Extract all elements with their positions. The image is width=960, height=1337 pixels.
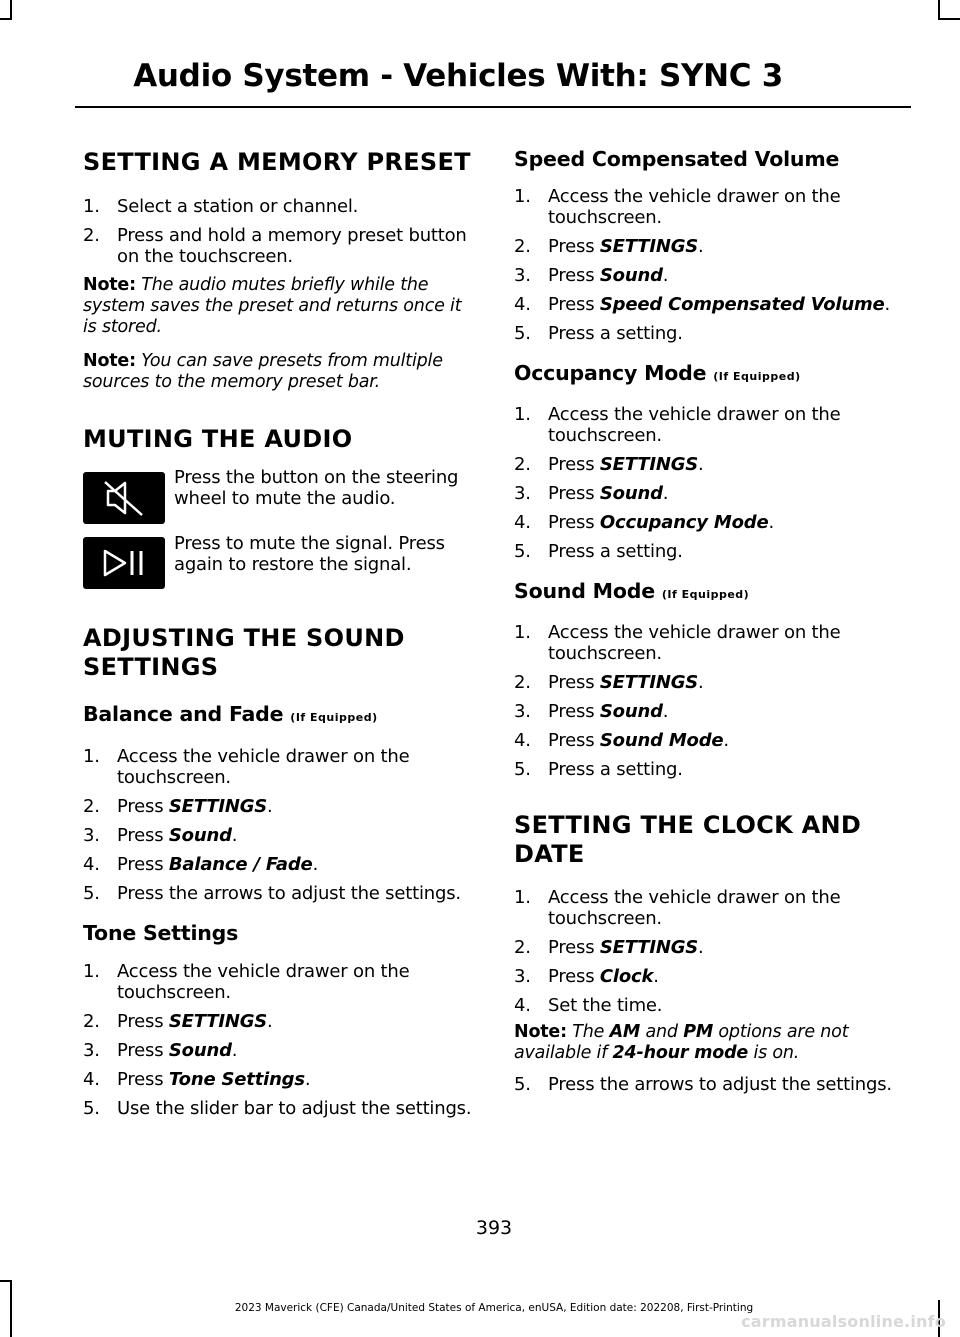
tone-steps (83, 961, 475, 1119)
list-item: 1. Access the vehicle drawer on the touchscreen. (514, 186, 841, 228)
balance-steps (83, 746, 475, 904)
list-item: 4. Press Speed Compensated Volume. (514, 294, 891, 315)
subsection-title-occupancy: Occupancy Mode (If Equipped) (514, 361, 801, 385)
list-item: 1. Access the vehicle drawer on the touchscreen. (83, 961, 410, 1003)
section-title-clock: SETTING THE CLOCK AND (514, 811, 862, 839)
mute-text: Press the button on the steering wheel to mute the audio. (174, 467, 459, 509)
list-item: 2. Press SETTINGS. (514, 236, 704, 257)
list-item: 4. Set the time. (514, 995, 663, 1016)
list-item: 5. Press the arrows to adjust the settings. (83, 883, 461, 904)
playpause-instruction (83, 533, 475, 589)
section-title-adjusting-sound-line2: SETTINGS (83, 653, 219, 681)
list-item: 2. Press SETTINGS. (514, 454, 704, 475)
list-item: 3. Press Sound. (514, 701, 669, 722)
crop-mark (938, 0, 940, 20)
speaker-mute-icon (83, 472, 165, 524)
list-item: 1. Select a station or channel. (83, 196, 359, 217)
subsection-title-speed-compensated: Speed Compensated Volume (514, 147, 840, 171)
subsection-title-sound-mode: Sound Mode (If Equipped) (514, 579, 750, 603)
list-item: 4. Press Occupancy Mode. (514, 512, 774, 533)
subsection-title-balance-fade: Balance and Fade (If Equipped) (83, 702, 378, 726)
list-item: 4. Press Tone Settings. (83, 1069, 311, 1090)
right-column (514, 140, 908, 1103)
crop-mark (0, 18, 12, 20)
scv-steps (514, 186, 908, 344)
list-item: 2. Press SETTINGS. (83, 796, 273, 817)
list-item: 1. Access the vehicle drawer on the touchscreen. (514, 887, 841, 929)
note-clock-ampm: Note: The AM and PM options are not available if 24-hour mode is on. (514, 1022, 849, 1063)
list-item: 5. Press a setting. (514, 323, 683, 344)
memory-preset-steps (83, 196, 475, 267)
section-title-adjusting-sound: ADJUSTING THE SOUND (83, 624, 405, 652)
sound-mode-steps (514, 622, 908, 780)
clock-steps (514, 887, 908, 1016)
page-header-title: Audio System - Vehicles With: SYNC 3 (133, 58, 783, 94)
left-column (83, 140, 475, 1127)
list-item: 5. Press the arrows to adjust the settings. (514, 1074, 892, 1095)
occupancy-steps (514, 404, 908, 562)
list-item: 5. Press a setting. (514, 759, 683, 780)
list-item: 4. Press Balance / Fade. (83, 854, 319, 875)
section-title-clock-line2: DATE (514, 840, 585, 868)
list-item: 2. Press SETTINGS. (83, 1011, 273, 1032)
page-number: 393 (475, 1217, 513, 1239)
list-item: 3. Press Sound. (83, 825, 238, 846)
crop-mark (10, 0, 12, 20)
clock-final-step (514, 1074, 908, 1095)
crop-mark (0, 1280, 12, 1282)
list-item: 3. Press Sound. (514, 265, 669, 286)
note-presets-sources: Note: You can save presets from multiple sources to the memory preset bar. (83, 351, 443, 392)
watermark: carmanualsonline.info (741, 1312, 946, 1331)
list-item: 1. Access the vehicle drawer on the touchscreen. (83, 746, 410, 788)
note-presets-mute: Note: The audio mutes briefly while the system saves the preset and returns once it is stored. (83, 275, 462, 337)
list-item: 1. Access the vehicle drawer on the touchscreen. (514, 404, 841, 446)
subsection-title-tone: Tone Settings (83, 921, 239, 945)
list-item: 1. Access the vehicle drawer on the touchscreen. (514, 622, 841, 664)
list-item: 2. Press SETTINGS. (514, 672, 704, 693)
play-pause-icon (83, 537, 165, 589)
list-item: 2. Press and hold a memory preset button on the touchscreen. (83, 225, 467, 267)
list-item: 3. Press Sound. (514, 483, 669, 504)
list-item: 4. Press Sound Mode. (514, 730, 729, 751)
section-title-memory-preset: SETTING A MEMORY PRESET (83, 148, 471, 176)
header-divider (75, 106, 911, 108)
list-item: 3. Press Sound. (83, 1040, 238, 1061)
list-item: 2. Press SETTINGS. (514, 937, 704, 958)
list-item: 5. Press a setting. (514, 541, 683, 562)
list-item: 3. Press Clock. (514, 966, 659, 987)
edition-footer: 2023 Maverick (CFE) Canada/United States of America, enUSA, Edition date: 202208, First-Printing (234, 1302, 754, 1314)
list-item: 5. Use the slider bar to adjust the settings. (83, 1098, 472, 1119)
crop-mark (938, 18, 960, 20)
mute-instruction (83, 467, 475, 524)
section-title-muting: MUTING THE AUDIO (83, 425, 353, 453)
playpause-text: Press to mute the signal. Press again to restore the signal. (174, 533, 445, 575)
